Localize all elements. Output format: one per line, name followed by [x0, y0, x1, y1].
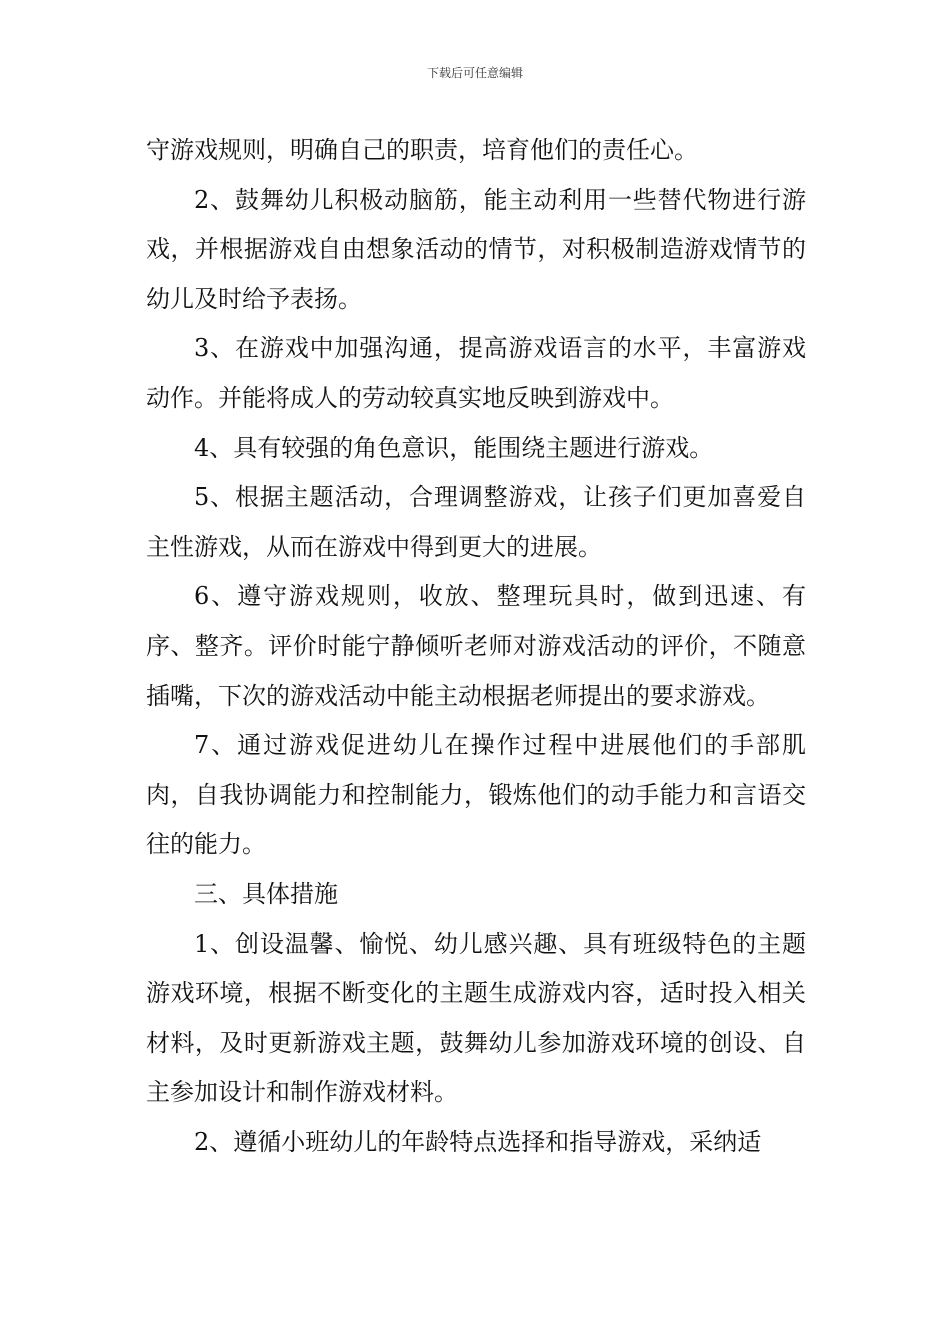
paragraph: 7、通过游戏促进幼儿在操作过程中进展他们的手部肌肉，自我协调能力和控制能力，锻炼他们的动手能力和言语交往的能力。	[146, 731, 806, 859]
paragraph: 2、鼓舞幼儿积极动脑筋，能主动利用一些替代物进行游戏，并根据游戏自由想象活动的情节，对积极制造游戏情节的幼儿及时给予表扬。	[146, 185, 806, 313]
paragraph: 4、具有较强的角色意识，能围绕主题进行游戏。	[194, 433, 714, 462]
paragraph: 守游戏规则，明确自己的职责，培育他们的责任心。	[146, 136, 698, 164]
paragraph: 3、在游戏中加强沟通，提高游戏语言的水平，丰富游戏动作。并能将成人的劳动较真实地反映到游戏中。	[146, 334, 806, 412]
section-heading: 三、具体措施	[194, 879, 338, 908]
paragraph: 5、根据主题活动，合理调整游戏，让孩子们更加喜爱自主性游戏，从而在游戏中得到更大的进展。	[146, 483, 806, 561]
paragraph: 6、遵守游戏规则，收放、整理玩具时，做到迅速、有序、整齐。评价时能宁静倾听老师对游戏活动的评价，不随意插嘴，下次的游戏活动中能主动根据老师提出的要求游戏。	[146, 582, 806, 710]
paragraph: 2、遵循小班幼儿的年龄特点选择和指导游戏，采纳适	[194, 1127, 762, 1156]
body-text	[146, 126, 806, 1167]
page-header: 下载后可任意编辑	[426, 66, 523, 80]
paragraph: 1、创设温馨、愉悦、幼儿感兴趣、具有班级特色的主题游戏环境，根据不断变化的主题生成游戏内容，适时投入相关材料，及时更新游戏主题，鼓舞幼儿参加游戏环境的创设、自主参加设计和制作游戏材料。	[146, 929, 806, 1107]
